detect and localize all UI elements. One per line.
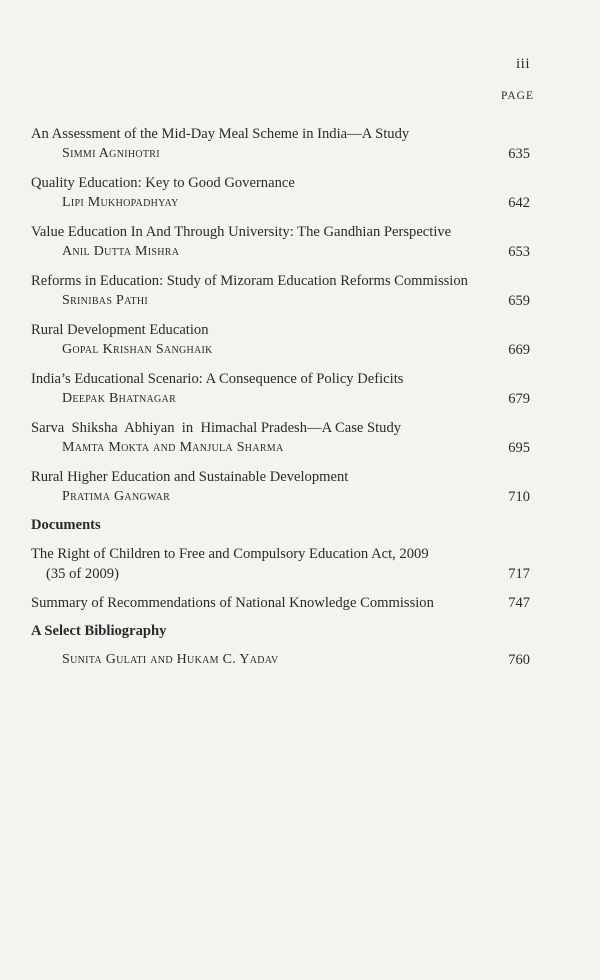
- toc-entry: [31, 418, 530, 458]
- entry-title: Rural Development Education: [31, 322, 209, 338]
- entry-author: Pratima Gangwar: [62, 489, 171, 504]
- section-heading-bibliography: A Select Bibliography: [31, 623, 167, 639]
- folio-number: iii: [515, 56, 530, 72]
- entry-title: Reforms in Education: Study of Mizoram Education Reforms Commission: [31, 273, 468, 289]
- page-column-header: PAGE: [501, 90, 534, 102]
- entry-page-number: 760: [508, 652, 530, 668]
- toc-entry: [31, 222, 530, 262]
- entry-title-continuation: (35 of 2009): [46, 566, 119, 582]
- entry-title: Rural Higher Education and Sustainable Development: [31, 469, 349, 485]
- toc-entry: [31, 650, 530, 670]
- entry-page-number: 653: [508, 244, 530, 260]
- entry-title: India’s Educational Scenario: A Consequence of Policy Deficits: [31, 371, 404, 387]
- entry-author: Simmi Agnihotri: [62, 146, 160, 161]
- entry-author: Anil Dutta Mishra: [62, 244, 180, 259]
- entry-page-number: 695: [508, 440, 530, 456]
- toc-entry: [31, 271, 530, 311]
- entry-page-number: 747: [508, 595, 530, 611]
- entry-author: Sunita Gulati and Hukam C. Yadav: [62, 652, 279, 667]
- entry-author: Mamta Mokta and Manjula Sharma: [62, 440, 284, 455]
- toc-entry: [31, 369, 530, 409]
- toc-entry: [31, 593, 530, 613]
- toc-entry: [31, 173, 530, 213]
- entry-page-number: 642: [508, 195, 530, 211]
- entry-page-number: 679: [508, 391, 530, 407]
- entry-author: Lipi Mukhopadhyay: [62, 195, 179, 210]
- entry-page-number: 669: [508, 342, 530, 358]
- entry-author: Srinibas Pathi: [62, 293, 149, 308]
- entry-author: Deepak Bhatnagar: [62, 391, 177, 406]
- entry-page-number: 659: [508, 293, 530, 309]
- toc-entry: [31, 320, 530, 360]
- entry-title: Quality Education: Key to Good Governance: [31, 175, 295, 191]
- toc-entry: [31, 467, 530, 507]
- entry-page-number: 710: [508, 489, 530, 505]
- table-of-contents: [31, 124, 530, 670]
- entry-title: Summary of Recommendations of National Knowledge Commission: [31, 595, 434, 611]
- entry-title: The Right of Children to Free and Compulsory Education Act, 2009: [31, 546, 429, 562]
- entry-title: Sarva Shiksha Abhiyan in Himachal Pradesh—A Case Study: [31, 420, 402, 436]
- section-heading-documents: Documents: [31, 517, 101, 533]
- entry-page-number: 635: [508, 146, 530, 162]
- toc-entry: [31, 124, 530, 164]
- entry-page-number: 717: [508, 566, 530, 582]
- entry-title: An Assessment of the Mid-Day Meal Scheme in India—A Study: [31, 126, 410, 142]
- entry-title: Value Education In And Through University: The Gandhian Perspective: [31, 224, 452, 240]
- toc-entry: [31, 544, 530, 584]
- entry-author: Gopal Krishan Sanghaik: [62, 342, 213, 357]
